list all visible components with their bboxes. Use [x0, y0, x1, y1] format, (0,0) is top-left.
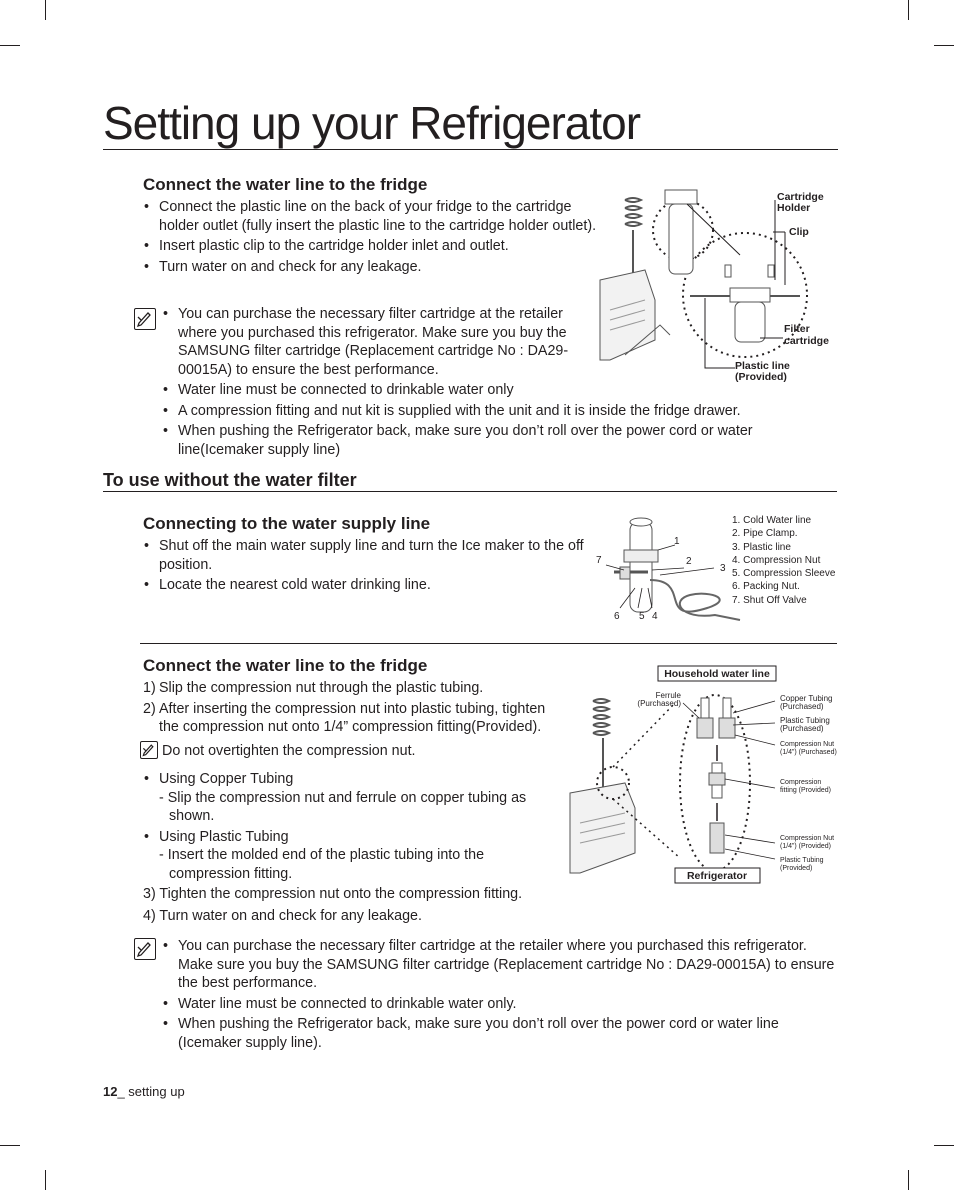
- list-item: • When pushing the Refrigerator back, make sure you don’t roll over the power cord or water line(Icemaker supply line): [162, 422, 802, 459]
- step-item: 4) Turn water on and check for any leakage.: [143, 907, 422, 924]
- label-cfit-1: Compression: [780, 779, 822, 786]
- list-item: • Water line must be connected to drinkable water only.: [162, 995, 837, 1014]
- label-ptub-1: Plastic Tubing: [780, 857, 824, 864]
- valve-diagram: [590, 510, 745, 625]
- label-cfit-2: fitting (Provided): [780, 787, 831, 794]
- option-sub: - Insert the molded end of the plastic tubing into the compression fitting.: [159, 847, 485, 882]
- label-copper-2: (Purchased): [780, 702, 824, 711]
- callout-2: 2: [686, 556, 692, 567]
- label-filter-2: cartridge: [784, 335, 829, 347]
- section1-note-bullets-b: [162, 381, 802, 461]
- callout-4: 4: [652, 611, 658, 622]
- label-ptub-2: (Provided): [780, 865, 813, 872]
- section2-rule: [103, 491, 837, 492]
- legend-item: 7. Shut Off Valve: [732, 594, 807, 606]
- list-item: [143, 828, 563, 884]
- label-copper-1: Copper Tubing: [780, 694, 833, 703]
- legend-item: 6. Packing Nut.: [732, 581, 800, 593]
- option-label: • Using Copper Tubing: [159, 771, 294, 787]
- list-item: • When pushing the Refrigerator back, make sure you don’t roll over the power cord or water line (Icemaker supply line).: [162, 1015, 837, 1052]
- title-rule: [103, 149, 838, 150]
- list-item: • Locate the nearest cold water drinking line.: [143, 576, 588, 595]
- note-icon: [140, 741, 158, 759]
- label-household: Household water line: [664, 668, 770, 680]
- step-item: 3) Tighten the compression nut onto the compression fitting.: [143, 886, 523, 902]
- section2-heading: To use without the water filter: [103, 470, 357, 490]
- label-ferrule-2: (Purchased): [637, 699, 681, 708]
- list-item: • A compression fitting and nut kit is supplied with the unit and it is inside the fridge drawer.: [162, 402, 802, 421]
- footer-label: _ setting up: [117, 1084, 185, 1099]
- legend-item: 1. Cold Water line: [732, 515, 812, 526]
- label-refrigerator: Refrigerator: [686, 870, 748, 882]
- label-plastic-line-2: (Provided): [735, 371, 787, 383]
- fitting-diagram: [565, 663, 845, 888]
- section1-bullets: [143, 198, 598, 278]
- step-text: After inserting the compression nut into plastic tubing, tighten the compression nut onto 1/4” compression fitting(Provided).: [159, 700, 546, 735]
- callout-1: 1: [674, 536, 680, 547]
- label-filter-1: Filter: [784, 323, 810, 335]
- label-plastic-line-1: Plastic line: [735, 360, 790, 372]
- section4-options: [143, 770, 563, 925]
- list-item: • You can purchase the necessary filter cartridge at the retailer where you purchased this refrigerator. Make sure you buy the SAMSUNG filter cartridge (Replacement cartridge No : DA29-00015A) to ensure the best performance.: [162, 937, 837, 993]
- list-item: • Turn water on and check for any leakage.: [143, 258, 598, 277]
- legend-item: 4. Compression Nut: [732, 554, 821, 566]
- section3-heading: Connecting to the water supply line: [143, 514, 431, 533]
- crop-mark: [45, 1170, 46, 1190]
- crop-mark: [934, 45, 954, 46]
- label-ferrule-1: Ferrule: [655, 691, 681, 700]
- label-plastic-tubing-2: (Purchased): [780, 724, 824, 733]
- label-cnut2-1: Compression Nut: [780, 835, 835, 842]
- label-plastic-tubing-1: Plastic Tubing: [780, 716, 830, 725]
- option-label: • Using Plastic Tubing: [159, 828, 289, 845]
- section4-heading: Connect the water line to the fridge: [143, 656, 428, 675]
- crop-mark: [0, 1145, 20, 1146]
- page-title: Setting up your Refrigerator: [103, 97, 641, 149]
- section4-note: Do not overtighten the compression nut.: [162, 743, 416, 759]
- step-text: Slip the compression nut through the plastic tubing.: [159, 680, 484, 696]
- label-cartridge-holder-2: Holder: [777, 202, 811, 214]
- list-item: • Water line must be connected to drinkable water only: [162, 381, 802, 400]
- note-icon: [134, 938, 156, 960]
- callout-3: 3: [720, 563, 726, 574]
- page-number: 12: [103, 1084, 118, 1099]
- label-cnut-2: (1/4”) (Purchased): [780, 749, 837, 756]
- callout-6: 6: [614, 611, 620, 622]
- crop-mark: [934, 1145, 954, 1146]
- label-cartridge-holder-1: Cartridge: [777, 191, 824, 203]
- note-icon: [134, 308, 156, 330]
- section1-heading: Connect the water line to the fridge: [143, 175, 428, 194]
- crop-mark: [908, 1170, 909, 1190]
- crop-mark: [908, 0, 909, 20]
- callout-5: 5: [639, 611, 645, 622]
- section3-bullets: [143, 537, 588, 597]
- list-item: [143, 770, 563, 826]
- filter-diagram: [595, 160, 840, 385]
- valve-legend: [732, 514, 842, 607]
- callout-7: 7: [596, 555, 602, 566]
- list-item: • You can purchase the necessary filter cartridge at the retailer where you purchased this refrigerator. Make sure you buy the SAMSUNG filter cartridge (Replacement cartridge No : DA29-00015A) to ensure the best performance.: [162, 305, 592, 379]
- page-footer: [103, 1084, 185, 1099]
- step-number: 2): [143, 700, 156, 717]
- crop-mark: [0, 45, 20, 46]
- section5-note-bullets: [162, 937, 837, 1054]
- list-item: • Connect the plastic line on the back of your fridge to the cartridge holder outlet (fully insert the plastic line to the cartridge holder outlet).: [143, 198, 598, 235]
- step-item: [143, 679, 563, 698]
- section4-steps: [143, 679, 563, 737]
- legend-item: 2. Pipe Clamp.: [732, 528, 798, 540]
- label-cnut-1: Compression Nut: [780, 741, 835, 748]
- label-cnut2-2: (1/4”) (Provided): [780, 843, 831, 850]
- legend-item: 3. Plastic line: [732, 541, 791, 553]
- legend-item: 5. Compression Sleeve: [732, 568, 836, 580]
- list-item: • Insert plastic clip to the cartridge holder inlet and outlet.: [143, 237, 598, 256]
- step-item: [143, 700, 563, 737]
- option-sub: - Slip the compression nut and ferrule on copper tubing as shown.: [159, 789, 527, 824]
- crop-mark: [45, 0, 46, 20]
- label-clip: Clip: [789, 226, 809, 238]
- section3-rule: [140, 643, 837, 644]
- section1-note-bullets-a: [162, 305, 592, 381]
- list-item: • Shut off the main water supply line and turn the Ice maker to the off position.: [143, 537, 588, 574]
- step-number: 1): [143, 680, 156, 696]
